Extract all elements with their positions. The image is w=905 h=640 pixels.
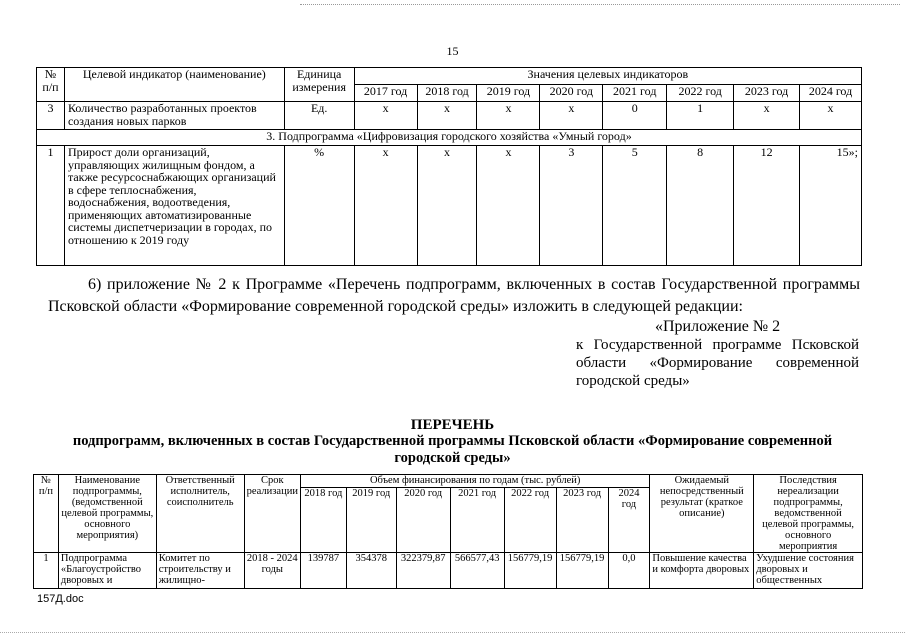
value-cell: х [477, 102, 540, 130]
value-cell: х [477, 146, 540, 266]
row-num: 1 [34, 553, 59, 589]
expected-result: Повышение качества и комфорта дворовых [650, 553, 754, 589]
consequences: Ухудшение состояния дворовых и общественных [754, 553, 863, 589]
amendment-paragraph: 6) приложение № 2 к Программе «Перечень подпрограмм, включенных в состав Государственной программы Псковской области «Формирование современной городской среды» изложить в следующей редакции: [48, 276, 860, 315]
col-term-header: Срок реализации [244, 475, 300, 553]
subprograms-table [33, 474, 863, 589]
year-header: 2023 год [556, 488, 608, 553]
value-cell: х [354, 146, 417, 266]
responsible: Комитет по строительству и жилищно- [156, 553, 244, 589]
year-header: 2022 год [667, 85, 734, 102]
subprogram-header: 3. Подпрограмма «Цифровизация городского хозяйства «Умный город» [37, 130, 862, 146]
year-header: 2017 год [354, 85, 417, 102]
value-cell: 0 [603, 102, 667, 130]
col-resp-header: Ответственный исполнитель, соисполнитель [156, 475, 244, 553]
value-cell: 12 [734, 146, 800, 266]
unit: Ед. [284, 102, 354, 130]
value-cell: 8 [667, 146, 734, 266]
funding-cell: 354378 [346, 553, 396, 589]
funding-cell: 156779,19 [504, 553, 556, 589]
year-header: 2020 год [540, 85, 603, 102]
col-num-header: № п/п [37, 68, 65, 102]
year-header: 2018 год [300, 488, 346, 553]
year-header: 2024 год [800, 85, 862, 102]
table-row [37, 102, 862, 130]
year-header: 2019 год [346, 488, 396, 553]
value-cell: х [354, 102, 417, 130]
col-funding-header: Объем финансирования по годам (тыс. рублей) [300, 475, 649, 488]
year-header: 2022 год [504, 488, 556, 553]
funding-cell: 322379,87 [396, 553, 450, 589]
page-number: 15 [446, 44, 459, 58]
year-header: 2021 год [450, 488, 504, 553]
list-title: ПЕРЕЧЕНЬ [410, 417, 495, 433]
col-unit-header: Единица измерения [284, 68, 354, 102]
funding-cell: 139787 [300, 553, 346, 589]
col-result-header: Ожидаемый непосредственный результат (краткое описание) [650, 475, 754, 553]
value-cell: 3 [540, 146, 603, 266]
year-header: 2019 год [477, 85, 540, 102]
subprogram-name: Подпрограмма «Благоустройство дворовых и [58, 553, 156, 589]
appendix-text: к Государственной программе Псковской области «Формирование современной городской среды» [576, 337, 859, 389]
value-cell: х [734, 102, 800, 130]
year-header: 2018 год [417, 85, 477, 102]
funding-cell: 0,0 [608, 553, 650, 589]
col-consequences-header: Последствия нереализации подпрограммы, ведомственной целевой программы, основного мероприятия [754, 475, 863, 553]
value-cell: х [417, 146, 477, 266]
value-cell: х [800, 102, 862, 130]
value-cell: 15»; [800, 146, 862, 266]
term: 2018 - 2024 годы [244, 553, 300, 589]
col-num-header: № п/п [34, 475, 59, 553]
col-name-header: Наименование подпрограммы, (ведомственной целевой программы, основного мероприятия) [58, 475, 156, 553]
row-num: 3 [37, 102, 65, 130]
col-values-header: Значения целевых индикаторов [354, 68, 861, 85]
value-cell: х [540, 102, 603, 130]
col-indicator-header: Целевой индикатор (наименование) [64, 68, 284, 102]
footer-filename: 157Д.doc [37, 593, 84, 605]
year-header: 2024 год [608, 488, 650, 553]
value-cell: х [417, 102, 477, 130]
funding-cell: 156779,19 [556, 553, 608, 589]
year-header: 2021 год [603, 85, 667, 102]
funding-cell: 566577,43 [450, 553, 504, 589]
unit: % [284, 146, 354, 266]
indicator-name: Количество разработанных проектов создания новых парков [64, 102, 284, 130]
appendix-title: «Приложение № 2 [655, 318, 781, 335]
indicator-name: Прирост доли организаций, управляющих жилищным фондом, а также ресурсоснабжающих организаций в сфере теплоснабжения, водоснабжения, водоотведения, применяющих автоматизированные системы диспетчеризации в городах, по отношению к 2019 году [64, 146, 284, 266]
bottom-border-line [0, 632, 905, 633]
indicators-table [36, 67, 862, 266]
table-row [37, 146, 862, 266]
table-row [34, 553, 863, 589]
value-cell: 5 [603, 146, 667, 266]
top-border-line [300, 4, 900, 5]
row-num: 1 [37, 146, 65, 266]
value-cell: 1 [667, 102, 734, 130]
list-subtitle: подпрограмм, включенных в состав Государственной программы Псковской области «Формирование современной городской среды» [72, 433, 833, 466]
year-header: 2023 год [734, 85, 800, 102]
year-header: 2020 год [396, 488, 450, 553]
